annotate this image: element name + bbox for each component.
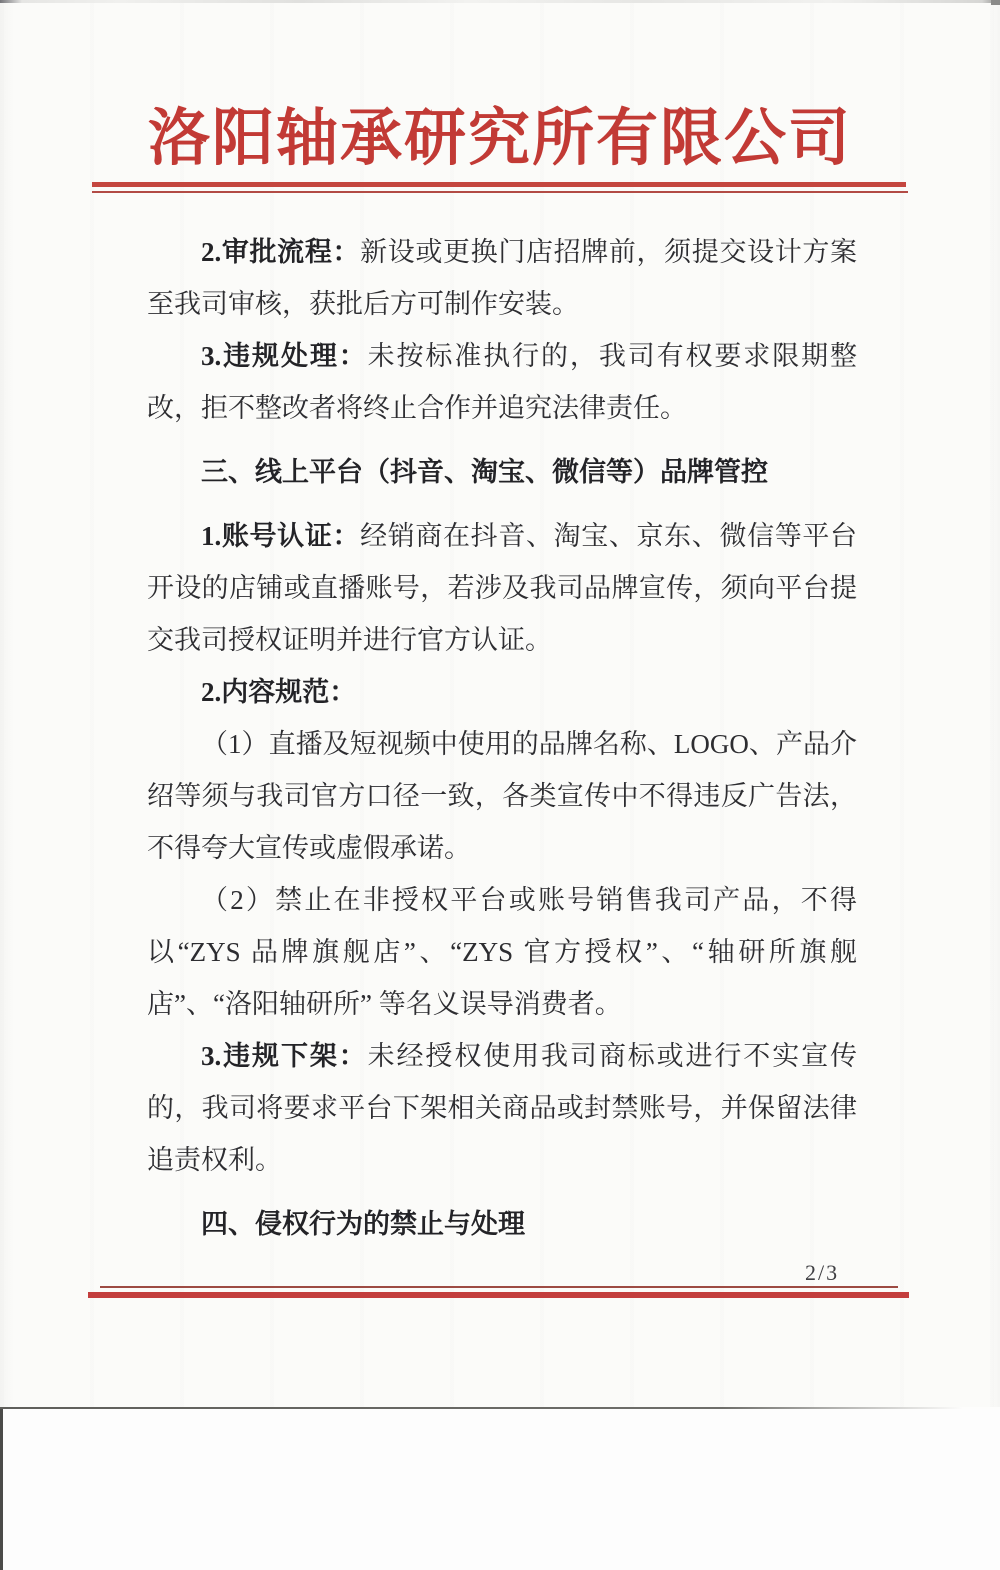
paragraph-content-rule-2: （2）禁止在非授权平台或账号销售我司产品，不得以“ZYS 品牌旗舰店”、“ZYS 官方授权”、“轴研所旗舰店”、“洛阳轴研所” 等名义误导消费者。	[147, 885, 857, 1019]
paragraph-takedown	[147, 1030, 857, 1186]
paragraph-content-rule-1: （1）直播及短视频中使用的品牌名称、LOGO、产品介绍等须与我司官方口径一致，各类宣传中不得违反广告法，不得夸大宣传或虚假承诺。	[147, 729, 857, 863]
footer-rule-thin	[100, 1286, 898, 1288]
paragraph-label: 3.违规下架：	[201, 1041, 368, 1071]
footer-rule-thick	[88, 1292, 909, 1298]
paragraph-label: 3.违规处理：	[201, 341, 368, 371]
scan-top-edge	[0, 0, 1000, 3]
scanner-background	[0, 1409, 1000, 1570]
paragraph-account-certification	[147, 510, 857, 666]
header-rule-thin	[92, 191, 908, 193]
paragraph-text: 未按标准执行的，我司有权要求限期整改，拒不整改者将终止合作并追究法律责任。	[147, 341, 858, 423]
paragraph-text: 未经授权使用我司商标或进行不实宣传的，我司将要求平台下架相关商品或封禁账号，并保留法律追责权利。	[147, 1041, 858, 1175]
paragraph-label: 1.账号认证：	[201, 521, 361, 551]
company-header-title: 洛阳轴承研究所有限公司	[147, 105, 852, 173]
section-heading-online-platforms: 三、线上平台（抖音、淘宝、微信等）品牌管控	[201, 457, 768, 487]
document-body	[147, 226, 857, 1262]
page-number: 2/3	[805, 1260, 840, 1285]
paragraph-label: 2.审批流程：	[201, 237, 361, 267]
paragraph-violation-handling	[147, 330, 857, 434]
paragraph-content-standards	[147, 666, 857, 718]
scan-corner-artifact	[991, 0, 1000, 5]
header-rule-thick	[92, 182, 906, 187]
section-heading-infringement: 四、侵权行为的禁止与处理	[201, 1209, 525, 1239]
paragraph-label: 2.内容规范：	[201, 677, 357, 707]
paragraph-text: 经销商在抖音、淘宝、京东、微信等平台开设的店铺或直播账号，若涉及我司品牌宣传，须向平台提交我司授权证明并进行官方认证。	[147, 521, 858, 655]
paragraph-approval-process	[147, 226, 857, 330]
scan-left-edge	[0, 1409, 3, 1570]
paragraph-text: 新设或更换门店招牌前，须提交设计方案至我司审核，获批后方可制作安装。	[147, 237, 858, 319]
